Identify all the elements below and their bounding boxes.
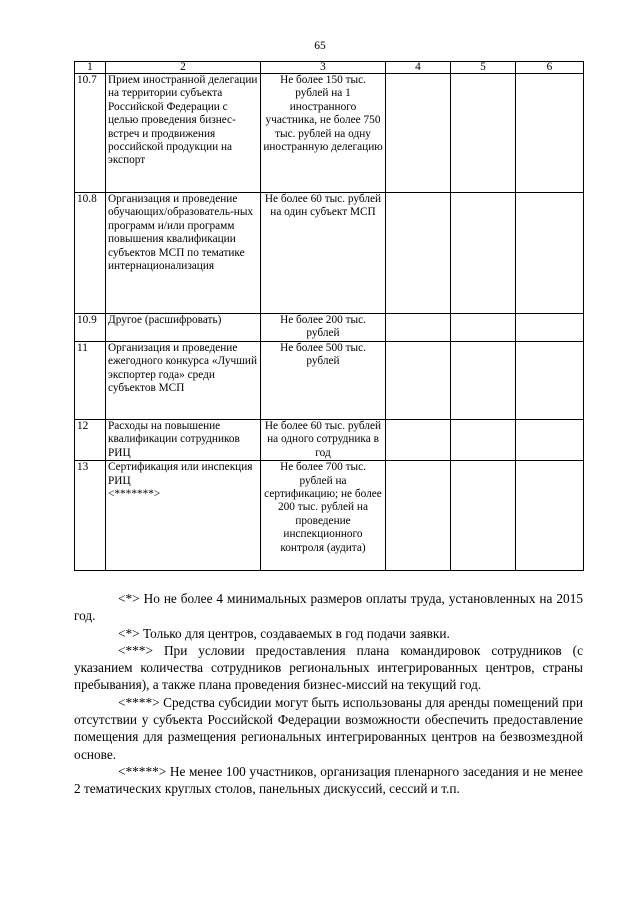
row-cell — [451, 461, 516, 571]
column-header: 5 — [451, 62, 516, 74]
table-row — [75, 420, 584, 461]
row-cell — [451, 342, 516, 420]
row-name: Другое (расшифровать) — [106, 314, 261, 342]
table-row — [75, 314, 584, 342]
row-cell — [516, 74, 584, 193]
row-number: 13 — [75, 461, 106, 571]
column-header: 6 — [516, 62, 584, 74]
table-row — [75, 461, 584, 571]
column-header: 1 — [75, 62, 106, 74]
row-name: Расходы на повышение квалификации сотрудников РИЦ — [106, 420, 261, 461]
row-limit: Не более 150 тыс. рублей на 1 иностранного участника, не более 750 тыс. рублей на одну иностранную делегацию — [261, 74, 386, 193]
row-number: 10.7 — [75, 74, 106, 193]
row-number: 10.9 — [75, 314, 106, 342]
row-cell — [386, 420, 451, 461]
row-cell — [516, 461, 584, 571]
row-cell — [386, 193, 451, 314]
row-number: 12 — [75, 420, 106, 461]
column-header: 4 — [386, 62, 451, 74]
row-number: 11 — [75, 342, 106, 420]
row-limit: Не более 700 тыс. рублей на сертификацию; не более 200 тыс. рублей на проведение инспекционного контроля (аудита) — [261, 461, 386, 571]
row-cell — [386, 342, 451, 420]
row-limit: Не более 60 тыс. рублей на одного сотрудника в год — [261, 420, 386, 461]
row-name: Организация и проведение ежегодного конкурса «Лучший экспортер года» среди субъектов МСП — [106, 342, 261, 420]
footnote: <***> При условии предоставления плана командировок сотрудников (с указанием количества сотрудников региональных интегрированных центров, страны пребывания), а также плана проведения бизнес-миссий на текущий год. — [74, 642, 583, 693]
row-name: Прием иностранной делегации на территории субъекта Российской Федерации с целью проведения бизнес-встреч и продвижения российской продукции на экспорт — [106, 74, 261, 193]
row-name: Организация и проведение обучающих/образователь-ных программ и/или программ повышения квалификации субъектов МСП по тематике интернационализация — [106, 193, 261, 314]
page-number: 65 — [314, 40, 326, 52]
table-row — [75, 74, 584, 193]
row-cell — [516, 314, 584, 342]
row-name-text: Сертификация или инспекция РИЦ — [108, 461, 253, 487]
row-limit: Не более 200 тыс. рублей — [261, 314, 386, 342]
expense-table — [74, 61, 584, 571]
table-row — [75, 342, 584, 420]
row-cell — [516, 420, 584, 461]
table-header-row — [75, 62, 584, 74]
row-footnote-marker: <*******> — [108, 488, 161, 501]
footnote: <****> Средства субсидии могут быть использованы для аренды помещений при отсутствии у субъекта Российской Федерации возможности обеспечить предоставление помещения для размещения региональных интегрированных центров на безвозмездной основе. — [74, 694, 583, 762]
row-cell — [386, 314, 451, 342]
row-cell — [451, 74, 516, 193]
row-cell — [451, 193, 516, 314]
row-limit: Не более 60 тыс. рублей на один субъект МСП — [261, 193, 386, 314]
column-header: 2 — [106, 62, 261, 74]
footnote: <*> Только для центров, создаваемых в год подачи заявки. — [118, 625, 450, 641]
row-cell — [516, 342, 584, 420]
footnotes — [74, 590, 583, 798]
footnote: <*****> Не менее 100 участников, организация пленарного заседания и не менее 2 тематических круглых столов, панельных дискуссий, сессий и т.п. — [74, 763, 583, 797]
row-name — [106, 461, 261, 571]
column-header: 3 — [261, 62, 386, 74]
row-limit: Не более 500 тыс. рублей — [261, 342, 386, 420]
row-number: 10.8 — [75, 193, 106, 314]
row-cell — [386, 74, 451, 193]
footnote: <*> Но не более 4 минимальных размеров оплаты труда, установленных на 2015 год. — [74, 591, 583, 624]
row-cell — [516, 193, 584, 314]
table-row — [75, 193, 584, 314]
row-cell — [386, 461, 451, 571]
row-cell — [451, 420, 516, 461]
row-cell — [451, 314, 516, 342]
